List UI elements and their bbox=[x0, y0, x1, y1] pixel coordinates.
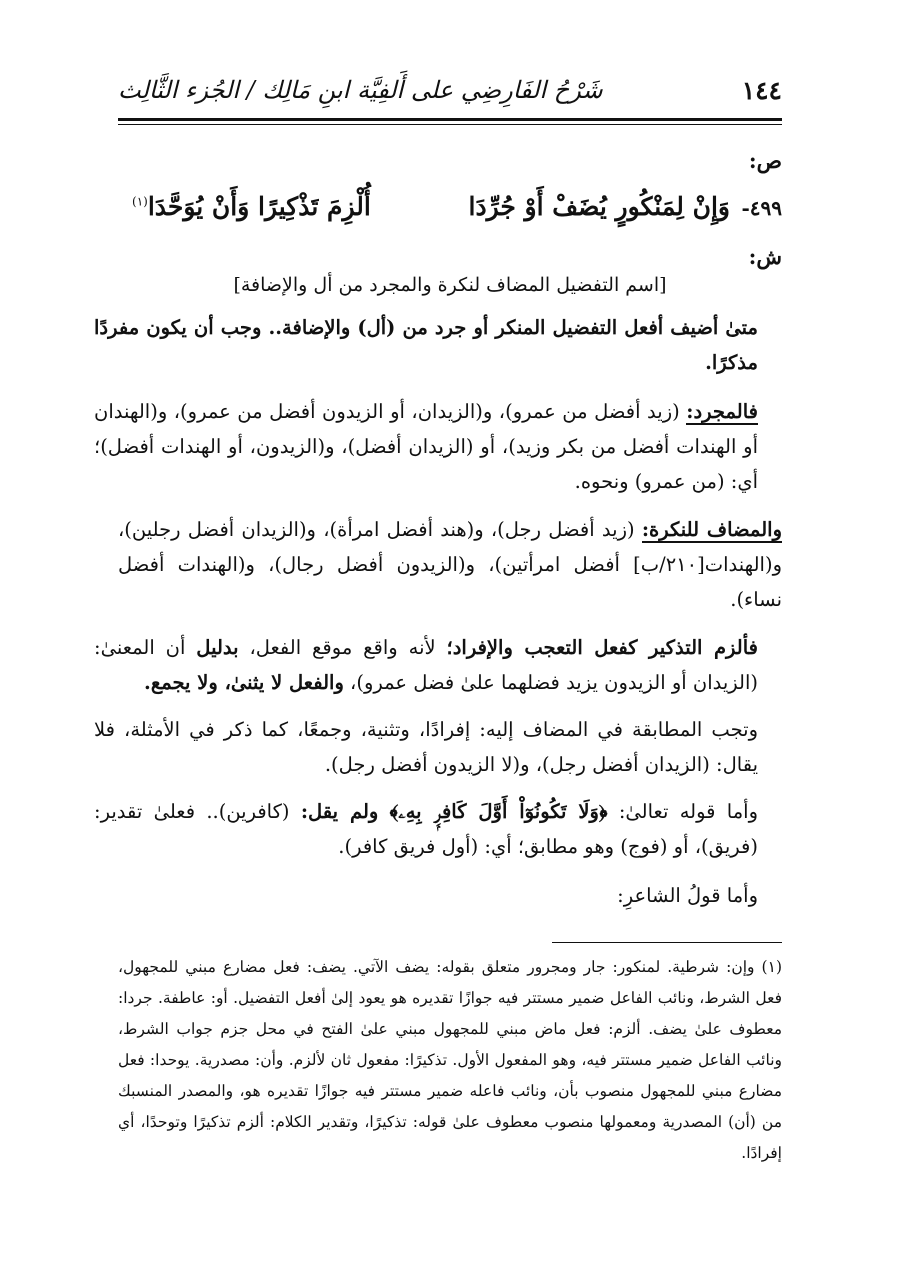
page-number: ١٤٤ bbox=[741, 76, 782, 105]
paragraph-1: متىٰ أضيف أفعل التفضيل المنكر أو جرد من (أل) والإضافة.. وجب أن يكون مفردًا مذكرًا. bbox=[94, 316, 758, 374]
footnote-separator bbox=[552, 942, 782, 943]
running-title: شَرْحُ الفَارِضِي على أَلفِيَّة ابنِ مَالِك / الجُزء الثَّالِث bbox=[118, 76, 603, 104]
paragraph-7: وأما قولُ الشاعرِ: bbox=[617, 884, 758, 907]
paragraph-5: وتجب المطابقة في المضاف إليه: إفرادًا، وتثنية، وجمعًا، كما ذكر في الأمثلة، فلا يقال: (الزيدان أفضل رجل)، و(لا الزيدون أفضل رجل). bbox=[94, 718, 758, 776]
paragraph-6-bold: ولم يقل: bbox=[300, 800, 379, 823]
paragraph-6-text-1: وأما قوله تعالىٰ: bbox=[607, 800, 759, 823]
verse-number: ٤٩٩- bbox=[741, 196, 782, 220]
paragraph-6-text-2 bbox=[378, 800, 389, 823]
running-header bbox=[118, 70, 782, 116]
paragraph-4 bbox=[94, 630, 782, 700]
paragraph-6-text-3: (كافرين).. فعلىٰ تقدير: (فريق)، أو (فوج) وهو مطابق؛ أي: (أول فريق كافر). bbox=[94, 800, 758, 858]
paragraph-3-text: (زيد أفضل رجل)، و(هند أفضل امرأة)، و(الزيدان أفضل رجلين)، و(الهندات[٢١٠/ب] أفضل امرأتين)، و(الزيدون أفضل رجال)، و(الهندات أفضل نساء). bbox=[118, 518, 782, 611]
paragraph-2-lead: فالمجرد: bbox=[686, 400, 758, 423]
verse-second-hemistich bbox=[132, 192, 371, 221]
paragraph-4-text-2: أن المعنىٰ: (الزيدان أو الزيدون يزيد فضلهما علىٰ فضل عمرو)، bbox=[94, 636, 758, 694]
verse-first-hemistich: وَإِنْ لِمَنْكُورٍ يُضَفْ أَوْ جُرِّدَا bbox=[468, 192, 730, 221]
paragraph-3-lead: والمضاف للنكرة: bbox=[641, 518, 782, 541]
section-title: [اسم التفضيل المضاف لنكرة والمجرد من أل والإضافة] bbox=[233, 274, 667, 296]
footnote: (١) وإن: شرطية. لمنكور: جار ومجرور متعلق بقوله: يضف الآتي. يضف: فعل مضارع مبني للمجهول، فعل الشرط، ونائب الفاعل ضمير مستتر فيه جوازًا تقديره هو يعود إلىٰ أفعل التفضيل. أو: عاطفة. جردا: معطوف علىٰ يضف. ألزم: فعل ماض مبني للمجهول مبني علىٰ الفتح في محل جزم جواب الشرط، ونائب الفاعل ضمير مستتر فيه، وهو المفعول الأول. تذكيرًا: مفعول ثان لألزم. وأن: مصدرية. يوحدا: فعل مضارع مبني للمجهول منصوب بأن، ونائب فاعله ضمير مستتر فيه جوازًا تقديره هو، والمصدر المنسبك من (أن) المصدرية ومعمولها منصوب معطوف علىٰ قوله: تذكيرًا، وتقدير الكلام: ألزم تذكيرًا وتوحدًا، أي إفرادًا. bbox=[118, 958, 782, 1162]
paragraph-4-text-1: لأنه واقع موقع الفعل، bbox=[238, 636, 447, 659]
paragraph-3 bbox=[118, 512, 782, 617]
paragraph-4-bold-3: والفعل لا يثنىٰ، ولا يجمع. bbox=[144, 671, 344, 694]
paragraph-4-bold-1: فألزم التذكير كفعل التعجب والإفراد؛ bbox=[446, 636, 758, 659]
paragraph-2 bbox=[94, 394, 782, 499]
commentary-label: ش: bbox=[748, 244, 782, 269]
header-rule-thin bbox=[118, 124, 782, 125]
verse-line bbox=[118, 190, 782, 238]
verse-second-hemistich-text: أُلْزِمَ تَذْكِيرًا وَأَنْ يُوَحَّدَا bbox=[147, 192, 371, 221]
header-rule-thick bbox=[118, 118, 782, 121]
verse-label: ص: bbox=[748, 148, 782, 173]
footnote-reference: (١) bbox=[132, 194, 148, 209]
paragraph-6 bbox=[94, 794, 782, 864]
quran-quote: ﴿وَلَا تَكُونُوٓاْ أَوَّلَ كَافِرِۭ بِهِۦ﴾ bbox=[389, 800, 608, 823]
paragraph-2-text: (زيد أفضل من عمرو)، و(الزيدان، أو الزيدون أفضل من عمرو)، و(الهندان أو الهندات أفضل من بكر وزيد)، أو (الزيدان أفضل)، و(الزيدون، أو الهندات أفضل)؛ أي: (من عمرو) ونحوه. bbox=[94, 400, 758, 493]
paragraph-4-bold-2: بدليل bbox=[196, 636, 239, 659]
